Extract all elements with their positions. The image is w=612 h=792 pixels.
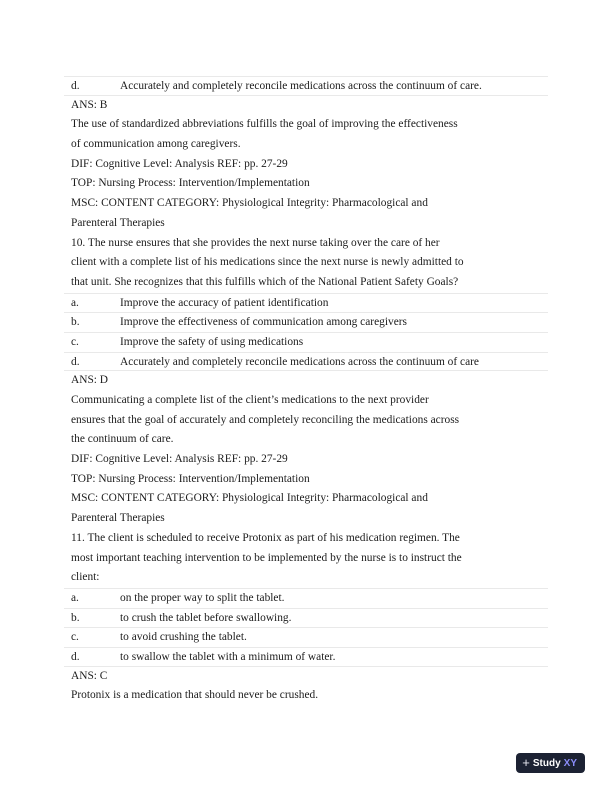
option-letter: d. xyxy=(71,80,80,92)
option-letter: a. xyxy=(71,591,79,604)
text-line: DIF: Cognitive Level: Analysis REF: pp. 27-29 xyxy=(71,453,288,466)
text-line: Communicating a complete list of the client’s medications to the next provider xyxy=(71,394,429,406)
option-row xyxy=(64,293,548,313)
text-line: ANS: B xyxy=(71,98,108,111)
option-text: to crush the tablet before swallowing. xyxy=(120,611,292,624)
option-letter: c. xyxy=(71,631,79,644)
option-text: Improve the accuracy of patient identification xyxy=(120,296,329,309)
text-line: Protonix is a medication that should never be crushed. xyxy=(71,689,319,702)
studyxy-logo[interactable] xyxy=(516,753,585,773)
option-letter: d. xyxy=(71,650,80,663)
text-line: MSC: CONTENT CATEGORY: Physiological Integrity: Pharmacological and xyxy=(71,492,428,505)
option-letter: d. xyxy=(71,355,80,368)
option-row xyxy=(64,352,548,372)
option-row xyxy=(64,588,548,608)
text-line: the continuum of care. xyxy=(71,433,174,446)
option-text: to swallow the tablet with a minimum of water. xyxy=(120,650,336,663)
option-text: to avoid crushing the tablet. xyxy=(120,631,247,644)
text-line: ANS: C xyxy=(71,669,108,682)
document-body xyxy=(64,76,548,706)
option-row xyxy=(64,647,548,667)
text-line: client with a complete list of his medications since the next nurse is newly admitted to xyxy=(71,256,464,269)
text-line: client: xyxy=(71,571,100,584)
text-line: MSC: CONTENT CATEGORY: Physiological Integrity: Pharmacological and xyxy=(71,197,428,210)
text-line: ANS: D xyxy=(71,374,109,387)
text-line: 10. The nurse ensures that she provides the next nurse taking over the care of her xyxy=(71,236,440,249)
option-text: Accurately and completely reconcile medications across the continuum of care. xyxy=(120,80,482,92)
text-line: of communication among caregivers. xyxy=(71,138,241,151)
text-line: 11. The client is scheduled to receive Protonix as part of his medication regimen. The xyxy=(71,531,460,544)
option-letter: c. xyxy=(71,335,79,348)
option-text: Accurately and completely reconcile medications across the continuum of care xyxy=(120,355,479,368)
text-line: that unit. She recognizes that this fulfills which of the National Patient Safety Goals? xyxy=(71,275,459,288)
logo-text-xy: XY xyxy=(563,757,577,769)
option-row xyxy=(64,627,548,647)
option-letter: b. xyxy=(71,611,80,624)
text-line: ensures that the goal of accurately and completely reconciling the medications across xyxy=(71,413,460,426)
option-row xyxy=(64,608,548,628)
text-line: Parenteral Therapies xyxy=(71,512,165,525)
text-line: TOP: Nursing Process: Intervention/Implementation xyxy=(71,177,310,190)
text-line: Parenteral Therapies xyxy=(71,216,165,229)
text-line: TOP: Nursing Process: Intervention/Implementation xyxy=(71,472,310,485)
text-line: The use of standardized abbreviations fulfills the goal of improving the effectiveness xyxy=(71,118,458,131)
option-text: on the proper way to split the tablet. xyxy=(120,591,285,604)
text-line: DIF: Cognitive Level: Analysis REF: pp. 27-29 xyxy=(71,157,288,170)
option-letter: b. xyxy=(71,316,80,329)
plus-icon: + xyxy=(522,755,530,770)
logo-text-study: Study xyxy=(532,757,561,769)
option-text: Improve the safety of using medications xyxy=(120,335,304,348)
option-letter: a. xyxy=(71,296,79,309)
option-text: Improve the effectiveness of communication among caregivers xyxy=(120,316,407,329)
option-row xyxy=(64,312,548,332)
text-line: most important teaching intervention to be implemented by the nurse is to instruct the xyxy=(71,551,462,564)
option-row xyxy=(64,76,548,96)
option-row xyxy=(64,332,548,352)
